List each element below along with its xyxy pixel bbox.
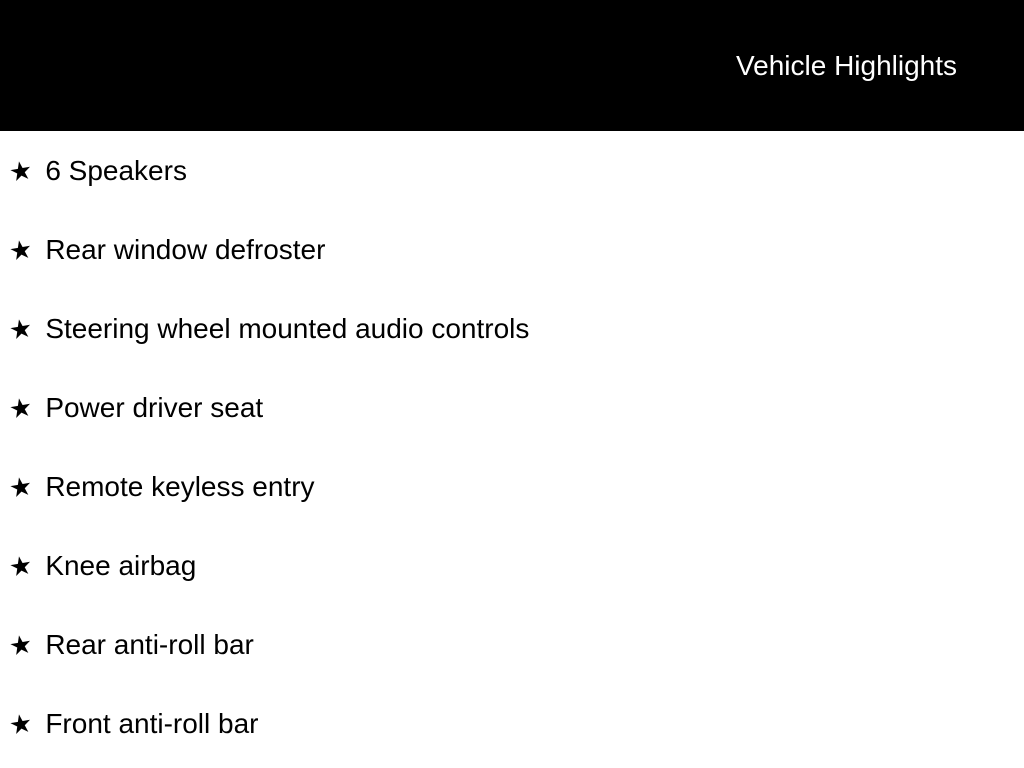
star-icon: ★ [6,707,35,741]
list-item [6,391,1024,425]
list-item [6,549,1024,583]
list-item-label: Remote keyless entry [45,471,315,502]
star-icon: ★ [6,549,35,583]
list-item [6,233,1024,267]
list-item-label: Rear anti-roll bar [45,629,254,660]
highlights-list [0,131,1024,740]
list-item [6,470,1024,504]
star-icon: ★ [6,312,35,346]
list-item-label: Steering wheel mounted audio controls [45,313,530,344]
star-icon: ★ [6,154,35,188]
highlights-panel [0,131,1024,740]
list-item-label: Rear window defroster [45,234,326,265]
list-item [6,154,1024,188]
list-item [6,628,1024,662]
list-item [6,707,1024,741]
page-title: Vehicle Highlights [736,49,958,81]
list-item-label: 6 Speakers [45,155,187,186]
list-item [6,312,1024,346]
star-icon: ★ [6,470,35,504]
star-icon: ★ [6,391,35,425]
star-icon: ★ [6,233,35,267]
header-bar [0,0,1024,131]
list-item-label: Power driver seat [45,392,264,423]
star-icon: ★ [6,628,35,662]
list-item-label: Knee airbag [45,550,197,581]
list-item-label: Front anti-roll bar [45,708,259,739]
